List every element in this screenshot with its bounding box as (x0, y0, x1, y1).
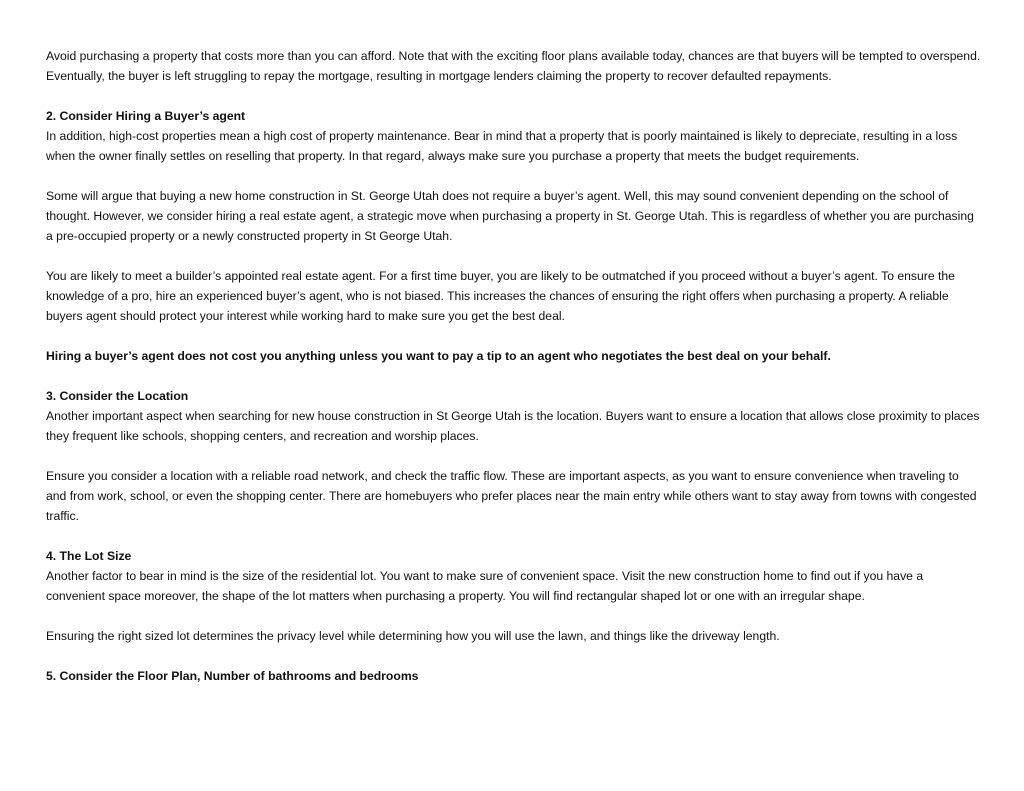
paragraph-agent-cost-note: Hiring a buyer’s agent does not cost you anything unless you want to pay a tip to an agent who negotiates the best deal on your behalf. (46, 349, 831, 363)
heading-location: 3. Consider the Location (46, 389, 189, 403)
heading-lot-size: 4. The Lot Size (46, 549, 132, 563)
paragraph-road-network: Ensure you consider a location with a reliable road network, and check the traffic flow. These are important aspects, as you want to ensure convenience when traveling to and from work, school, or even the shopping center. There are homebuyers who prefer places near the main entry while others want to stay away from towns with congested traffic. (46, 469, 977, 523)
heading-floor-plan: 5. Consider the Floor Plan, Number of bathrooms and bedrooms (46, 669, 419, 683)
document-page (46, 46, 981, 686)
paragraph-builder-agent: You are likely to meet a builder’s appointed real estate agent. For a first time buyer, you are likely to be outmatched if you proceed without a buyer’s agent. To ensure the knowledge of a pro, hire an experienced buyer’s agent, who is not biased. This increases the chances of ensuring the right offers when purchasing a property. A reliable buyers agent should protect your interest while working hard to make sure you get the best deal. (46, 269, 955, 323)
paragraph-lot-privacy: Ensuring the right sized lot determines the privacy level while determining how you will use the lawn, and things like the driveway length. (46, 629, 780, 643)
paragraph-location-proximity: Another important aspect when searching for new house construction in St George Utah is the location. Buyers want to ensure a location that allows close proximity to places they frequent like schools, shopping centers, and recreation and worship places. (46, 409, 980, 443)
paragraph-agent-argument: Some will argue that buying a new home construction in St. George Utah does not require a buyer’s agent. Well, this may sound convenient depending on the school of thought. However, we consider hiring a real estate agent, a strategic move when purchasing a property in St. George Utah. This is regardless of whether you are purchasing a pre-occupied property or a newly constructed property in St George Utah. (46, 189, 974, 243)
paragraph-maintenance: In addition, high-cost properties mean a high cost of property maintenance. Bear in mind that a property that is poorly maintained is likely to depreciate, resulting in a loss when the owner finally settles on reselling that property. In that regard, always make sure you purchase a property that meets the budget requirements. (46, 129, 958, 163)
heading-buyers-agent: 2. Consider Hiring a Buyer’s agent (46, 109, 246, 123)
paragraph-budget: Avoid purchasing a property that costs more than you can afford. Note that with the exciting floor plans available today, chances are that buyers will be tempted to overspend. Eventually, the buyer is left struggling to repay the mortgage, resulting in mortgage lenders claiming the property to recover defaulted repayments. (46, 49, 981, 83)
paragraph-lot-size: Another factor to bear in mind is the size of the residential lot. You want to make sure of convenient space. Visit the new construction home to find out if you have a convenient space moreover, the shape of the lot matters when purchasing a property. You will find rectangular shaped lot or one with an irregular shape. (46, 569, 924, 603)
